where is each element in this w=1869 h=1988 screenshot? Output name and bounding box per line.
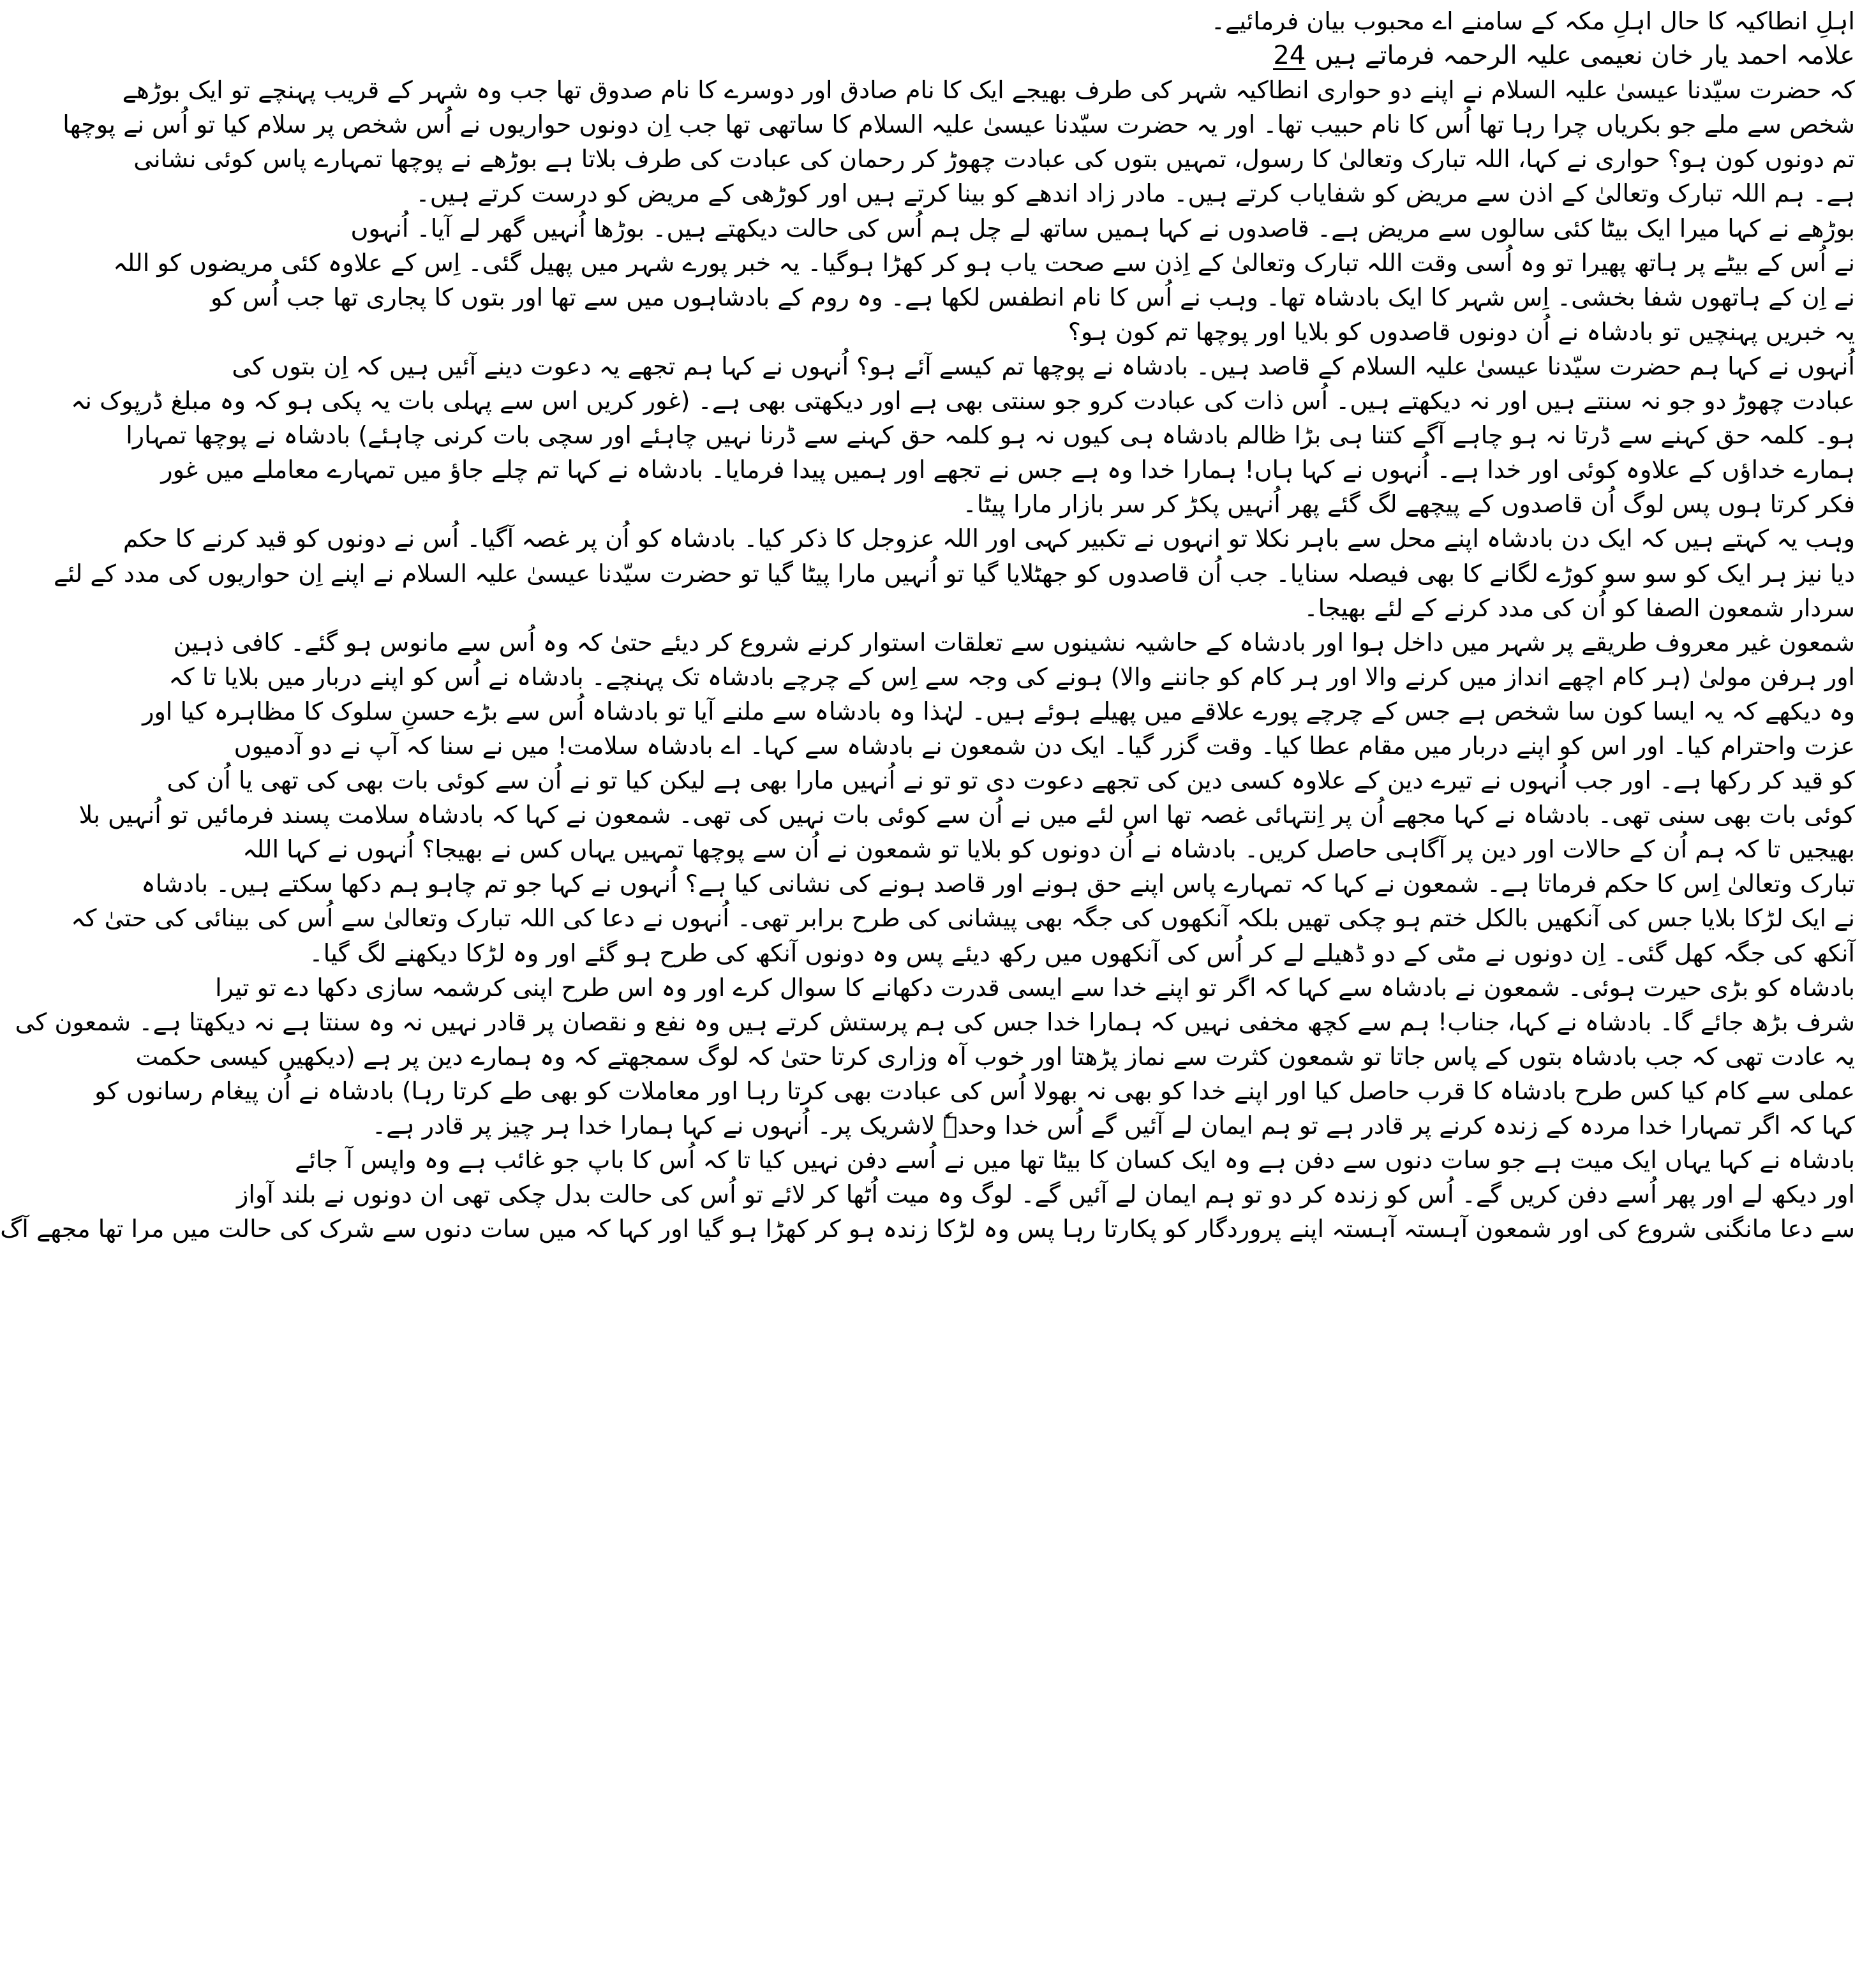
text-line: یہ عادت تھی کہ جب بادشاہ بتوں کے پاس جاتا تو شمعون کثرت سے نماز پڑھتا اور خوب آہ وزاری کرتا حتیٰ کہ لوگ سمجھتے کہ وہ ہمارے دین پر ہے (دیکھیں کیسی حکمت — [135, 1042, 1855, 1071]
text-line: اُنہوں نے کہا ہم حضرت سیّدنا عیسیٰ علیہ السلام کے قاصد ہیں۔ بادشاہ نے پوچھا تم کیسے آئے ہو؟ اُنہوں نے کہا ہم تجھے یہ دعوت دینے آئیں ہیں کہ اِن بتوں کی — [232, 352, 1855, 380]
document-page — [0, 4, 1855, 1984]
text-line: نے ایک لڑکا بلایا جس کی آنکھیں بالکل ختم ہو چکی تھیں بلکہ آنکھوں کی جگہ بھی پیشانی کی طرح برابر تھی۔ اُنہوں نے دعا کی اللہ تبارک وتعالیٰ سے اُس کی بینائی کی حتیٰ کہ — [71, 904, 1855, 933]
text-line: دیا نیز ہر ایک کو سو سو کوڑے لگانے کا بھی فیصلہ سنایا۔ جب اُن قاصدوں کو جھٹلایا گیا تو اُنہیں مارا پیٹا گیا تو حضرت سیّدنا عیسیٰ علیہ السلام نے اپنے اِن حواریوں کی مدد کے لئے — [54, 559, 1855, 588]
text-line: وہ دیکھے کہ یہ ایسا کون سا شخص ہے جس کے چرچے پورے علاقے میں پھیلے ہوئے ہیں۔ لہٰذا وہ بادشاہ سے ملنے آیا تو بادشاہ اُس سے بڑے حسنِ سلوک کا مظاہرہ کیا اور — [142, 697, 1855, 725]
text-line: کوئی بات بھی سنی تھی۔ بادشاہ نے کہا مجھے اُن پر اِنتہائی غصہ تھا اس لئے میں نے اُن سے کوئی بات نہیں کی تھی۔ شمعون نے کہا کہ بادشاہ سلامت پسند فرمائیں تو اُنہیں بلا — [78, 801, 1855, 829]
text-line: تبارک وتعالیٰ اِس کا حکم فرماتا ہے۔ شمعون نے کہا کہ تمہارے پاس اپنے حق ہونے اور قاصد ہونے کی نشانی کیا ہے؟ اُنہوں نے کہا جو تم چاہو ہم دکھا سکتے ہیں۔ بادشاہ — [141, 870, 1855, 898]
text-line: کہا کہ اگر تمہارا خدا مردہ کے زندہ کرنے پر قادر ہے تو ہم ایمان لے آئیں گے اُس خدا وحدہٗ لاشریک پر۔ اُنہوں نے کہا ہمارا خدا ہر چیز پر قادر ہے۔ — [371, 1111, 1855, 1139]
text-line: سردار شمعون الصفا کو اُن کی مدد کرنے کے لئے بھیجا۔ — [1304, 593, 1855, 622]
text-line: بوڑھے نے کہا میرا ایک بیٹا کئی سالوں سے مریض ہے۔ قاصدوں نے کہا ہمیں ساتھ لے چل ہم اُس کی حالت دیکھتے ہیں۔ بوڑھا اُنہیں گھر لے آیا۔ اُنہوں — [350, 214, 1855, 242]
author-attribution-line — [491, 38, 1855, 73]
text-line: شرف بڑھ جائے گا۔ بادشاہ نے کہا، جناب! ہم سے کچھ مخفی نہیں کہ ہمارا خدا جس کی ہم پرستش کرتے ہیں وہ نفع و نقصان پر قادر نہیں نہ وہ سنتا ہے نہ دیکھتا ہے۔ شمعون کی — [15, 1007, 1855, 1036]
text-line: عبادت چھوڑ دو جو نہ سنتے ہیں اور نہ دیکھتے ہیں۔ اُس ذات کی عبادت کرو جو سنتی بھی ہے اور دیکھتی بھی ہے۔ (غور کریں اس سے پہلی بات یہ پکی ہو کہ وہ مبلغ ڈرپوک نہ — [71, 387, 1855, 415]
text-line: سے دعا مانگنی شروع کی اور شمعون آہستہ آہستہ اپنے پروردگار کو پکارتا رہا پس وہ لڑکا زندہ ہو کر کھڑا ہو گیا اور کہا کہ میں سات دنوں سے شرک کی حالت میں مرا تھا مجھے آگ — [0, 1215, 1855, 1243]
text-line: عملی سے کام کیا کس طرح بادشاہ کا قرب حاصل کیا اور اپنے خدا کو بھی نہ بھولا اُس کی عبادت بھی کرتا رہا اور معاملات کو بھی طے کرتا رہا) بادشاہ نے اُن پیغام رسانوں کو — [94, 1076, 1855, 1105]
text-line: ہے۔ ہم اللہ تبارک وتعالیٰ کے اذن سے مریض کو شفایاب کرتے ہیں۔ مادر زاد اندھے کو بینا کرتے ہیں اور کوڑھی کے مریض کو درست کرتے ہیں۔ — [415, 179, 1855, 208]
text-line: اہلِ انطاکیہ کا حال اہلِ مکہ کے سامنے اے محبوب بیان فرمائیے۔ — [1210, 7, 1855, 35]
text-line — [491, 1246, 1855, 1280]
page-number: 24 — [1273, 41, 1306, 71]
text-line: نے اُس کے بیٹے پر ہاتھ پھیرا تو وہ اُسی وقت اللہ تبارک وتعالیٰ کے اِذن سے صحت یاب ہو کر کھڑا ہوگیا۔ یہ خبر پورے شہر میں پھیل گئی۔ اِس کے علاوہ کئی مریضوں کو اللہ — [113, 248, 1855, 277]
text-line: فکر کرتا ہوں پس لوگ اُن قاصدوں کے پیچھے لگ گئے پھر اُنہیں پکڑ کر سر بازار مارا پیٹا۔ — [962, 490, 1855, 519]
text-line: وہب یہ کہتے ہیں کہ ایک دن بادشاہ اپنے محل سے باہر نکلا تو انہوں نے تکبیر کہی اور اللہ عزوجل کا ذکر کیا۔ بادشاہ کو اُن پر غصہ آگیا۔ اُس نے دونوں کو قید کرنے کا حکم — [123, 524, 1855, 553]
text-line: ہو۔ کلمہ حق کہنے سے ڈرتا نہ ہو چاہے آگے کتنا ہی بڑا ظالم بادشاہ ہی کیوں نہ ہو کلمہ حق کہنے سے ڈرنا نہیں چاہئے اور سچی بات کرنی چاہئے) بادشاہ نے پوچھا تمہارا — [126, 421, 1855, 450]
text-line: شخص سے ملے جو بکریاں چرا رہا تھا اُس کا نام حبیب تھا۔ اور یہ حضرت سیّدنا عیسیٰ علیہ السلام کا ساتھی تھا جب اِن دونوں حواریوں نے اُس شخص پر سلام کیا تو اُس نے پوچھا — [63, 110, 1855, 139]
text-line: تم دونوں کون ہو؟ حواری نے کہا، اللہ تبارک وتعالیٰ کا رسول، تمہیں بتوں کی عبادت چھوڑ کر رحمان کی عبادت کی طرف بلاتا ہے بوڑھے نے پوچھا تمہارے پاس کوئی نشانی — [133, 145, 1855, 174]
text-line: اور دیکھ لے اور پھر اُسے دفن کریں گے۔ اُس کو زندہ کر دو تو ہم ایمان لے آئیں گے۔ لوگ وہ میت اُٹھا کر لائے تو اُس کی حالت بدل چکی تھی ان دونوں نے بلند آواز — [237, 1180, 1855, 1209]
text-line: بادشاہ نے کہا یہاں ایک میت ہے جو سات دنوں سے دفن ہے وہ ایک کسان کا بیٹا تھا میں نے اُسے دفن نہیں کیا تا کہ اُس کا باپ جو غائب ہے وہ واپس آ جائے — [295, 1146, 1855, 1175]
text-line: آنکھ کی جگہ کھل گئی۔ اِن دونوں نے مٹی کے دو ڈھیلے لے کر اُس کی آنکھوں میں رکھ دیئے پس وہ دونوں آنکھ کی طرح ہو گئے اور وہ لڑکا دیکھنے لگ گیا۔ — [309, 938, 1855, 967]
text-line: نے اِن کے ہاتھوں شفا بخشی۔ اِس شہر کا ایک بادشاہ تھا۔ وہب نے اُس کا نام انطفس لکھا ہے۔ وہ روم کے بادشاہوں میں سے تھا اور بتوں کا پجاری تھا جب اُس کو — [211, 283, 1855, 311]
text-line: ہمارے خداؤں کے علاوہ کوئی اور خدا ہے۔ اُنہوں نے کہا ہاں! ہمارا خدا وہ ہے جس نے تجھے اور ہمیں پیدا فرمایا۔ بادشاہ نے کہا تم چلے جاؤ میں تمہارے معاملے میں غور — [161, 456, 1855, 484]
text-line: بادشاہ کو بڑی حیرت ہوئی۔ شمعون نے بادشاہ سے کہا کہ اگر تو اپنے خدا سے ایسی قدرت دکھانے کا سوال کرے اور وہ اس طرح اپنی کرشمہ سازی دکھا دے تو تیرا — [215, 973, 1855, 1002]
text-line: شمعون غیر معروف طریقے پر شہر میں داخل ہوا اور بادشاہ کے حاشیہ نشینوں سے تعلقات استوار کرنے شروع کر دیئے حتیٰ کہ وہ اُس سے مانوس ہو گئے۔ کافی ذہین — [173, 628, 1855, 656]
text-line: کہ حضرت سیّدنا عیسیٰ علیہ السلام نے اپنے دو حواری انطاکیہ شہر کی طرف بھیجے ایک کا نام صادق اور دوسرے کا نام صدوق تھا جب وہ شہر کے قریب پہنچے تو ایک بوڑھے — [122, 76, 1855, 105]
author-attribution-text: علامہ احمد یار خان نعیمی علیہ الرحمہ فرماتے ہیں — [1314, 41, 1855, 71]
text-line: اور ہرفن مولیٰ (ہر کام اچھے انداز میں کرنے والا اور ہر کام کو جاننے والا) ہونے کی وجہ سے اِس کے چرچے بادشاہ تک پہنچے۔ بادشاہ نے اُس کو اپنے دربار میں بلایا تا کہ — [168, 662, 1855, 691]
text-line: بھیجیں تا کہ ہم اُن کے حالات اور دین پر آگاہی حاصل کریں۔ بادشاہ نے اُن دونوں کو بلایا تو شمعون نے اُن سے پوچھا تمہیں یہاں کس نے بھیجا؟ اُنہوں نے کہا اللہ — [242, 835, 1855, 864]
text-line: کو قید کر رکھا ہے۔ اور جب اُنہوں نے تیرے دین کے علاوہ کسی دین کی تجھے دعوت دی تو تو نے اُنہیں مارا بھی ہے لیکن کیا تو نے اُن سے کوئی بات بھی کی تھی یا اُن کی — [167, 766, 1855, 795]
text-line: یہ خبریں پہنچیں تو بادشاہ نے اُن دونوں قاصدوں کو بلایا اور پوچھا تم کون ہو؟ — [1068, 317, 1855, 346]
text-line: عزت واحترام کیا۔ اور اس کو اپنے دربار میں مقام عطا کیا۔ وقت گزر گیا۔ ایک دن شمعون نے بادشاہ سے کہا۔ اے بادشاہ سلامت! میں نے سنا کہ آپ نے دو آدمیوں — [234, 731, 1855, 760]
